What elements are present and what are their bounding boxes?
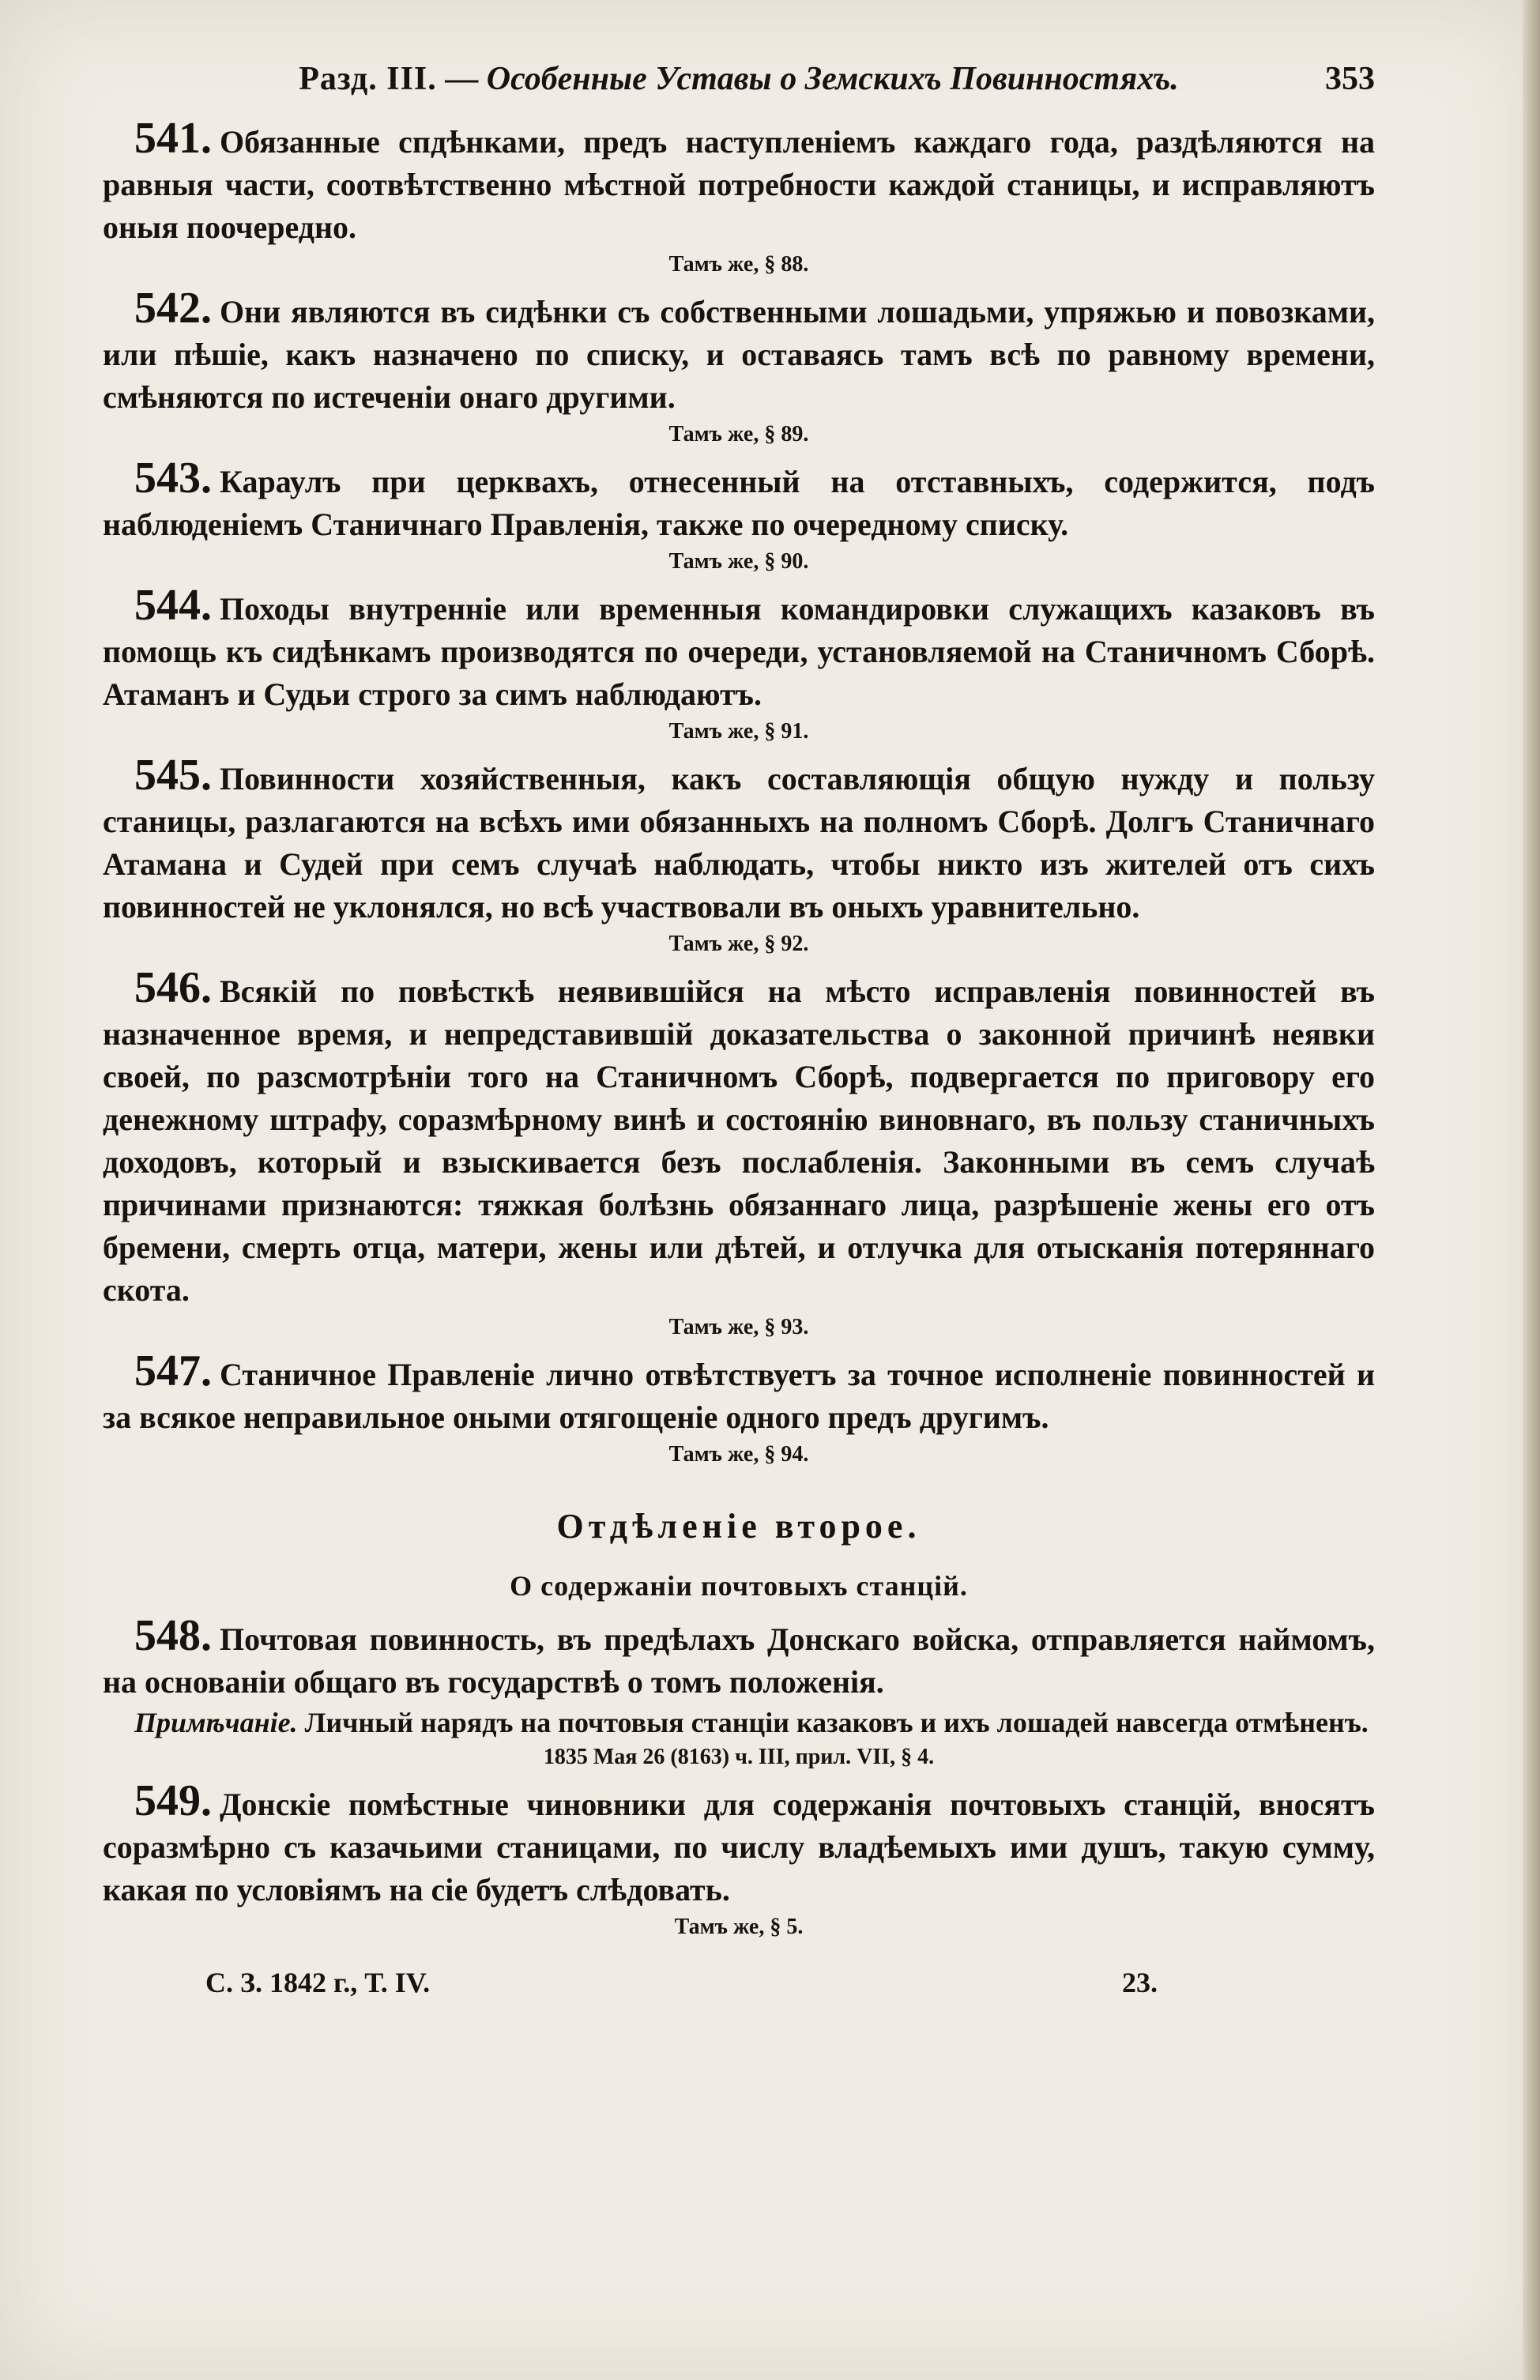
article-text — [103, 581, 1375, 716]
running-head — [103, 47, 1375, 111]
running-head-section: Разд. III. — [299, 61, 437, 97]
article-body: Почтовая повинность, въ предѣлахъ Донскаго войска, отправляется наймомъ, на основаніи общаго въ государствѣ о томъ положенія. — [103, 1621, 1375, 1700]
article-body: Станичное Правленіе лично отвѣтствуетъ за точное исполненіе повинностей и за всякое неправильное оными отягощеніе одного предъ другимъ. — [103, 1357, 1375, 1435]
article-541 — [103, 114, 1375, 281]
article-544 — [103, 581, 1375, 748]
article-body: Обязанные спдѣнками, предъ наступленіемъ каждаго года, раздѣляются на равныя части, соотвѣтственно мѣстной потребности каждой станицы, и исправляютъ оныя поочередно. — [103, 124, 1375, 245]
article-body: Повинности хозяйственныя, какъ составляющія общую нужду и пользу станицы, разлагаются на всѣхъ ими обязанныхъ на полномъ Сборѣ. Долгъ Станичнаго Атамана и Судей при семъ случаѣ наблюдать, чтобы никто изъ жителей отъ сихъ повинностей не уклонялся, но всѣ участвовали въ оныхъ уравнительно. — [103, 761, 1375, 925]
article-549 — [103, 1776, 1375, 1943]
article-number: 542. — [134, 284, 212, 333]
article-source: Тамъ же, § 89. — [668, 422, 809, 446]
article-source: Тамъ же, § 94. — [668, 1442, 809, 1467]
article-body: Они являются въ сидѣнки съ собственными лошадьми, упряжью и повозками, или пѣшіе, какъ назначено по списку, и оставаясь тамъ всѣ по равному времени, смѣняются по истеченіи онаго другими. — [103, 294, 1375, 415]
article-543 — [103, 454, 1375, 578]
article-source: 1835 Мая 26 (8163) ч. III, прил. VII, § 4. — [543, 1745, 935, 1769]
article-number: 543. — [134, 454, 212, 503]
page-footer — [103, 1959, 1375, 2006]
article-text — [103, 1346, 1375, 1439]
section-subheading: О содержаніи почтовыхъ станцій. — [510, 1570, 968, 1602]
article-number: 547. — [134, 1346, 212, 1395]
article-source: Тамъ же, § 91. — [668, 719, 809, 744]
note-text: Личный нарядъ на почтовыя станціи казаковъ и ихъ лошадей навсегда отмѣненъ. — [304, 1707, 1369, 1738]
article-number: 541. — [134, 114, 212, 163]
article-body: Всякій по повѣсткѣ неявившійся на мѣсто исправленія повинностей въ назначенное время, и непредставившій доказательства о законной причинѣ неявки своей, по разсмотрѣніи того на Станичномъ Сборѣ, подвергается по приговору его денежному штрафу, соразмѣрному винѣ и состоянію виновнаго, въ пользу станичныхъ доходовъ, который и взыскивается безъ послабленія. Законными въ семъ случаѣ причинами признаются: тяжкая болѣзнь обязаннаго лица, разрѣшеніе жены его отъ бремени, смерть отца, матери, жены или дѣтей, и отлучка для отысканія потеряннаго скота. — [103, 973, 1375, 1308]
article-body: Походы внутренніе или временныя командировки служащихъ казаковъ въ помощь къ сидѣнкамъ производятся по очереди, установляемой на Станичномъ Сборѣ. Атаманъ и Судьи строго за симъ наблюдаютъ. — [103, 591, 1375, 712]
article-source: Тамъ же, § 88. — [668, 252, 809, 277]
running-head-separator: — — [445, 61, 479, 97]
page-edge — [1523, 0, 1540, 2380]
article-body: Донскіе помѣстные чиновники для содержанія почтовыхъ станцій, вносятъ соразмѣрно съ казачьими станицами, по числу владѣемыхъ ими душъ, такую сумму, какая по условіямъ на сіе будетъ слѣдовать. — [103, 1787, 1375, 1907]
article-text — [103, 454, 1375, 546]
article-text — [103, 114, 1375, 249]
page-number: 353 — [1325, 61, 1375, 97]
article-number: 544. — [134, 581, 212, 630]
article-text — [103, 1776, 1375, 1911]
article-545 — [103, 751, 1375, 960]
article-547 — [103, 1346, 1375, 1471]
article-source: Тамъ же, § 5. — [674, 1915, 804, 1939]
article-text — [103, 284, 1375, 419]
running-head-title: Особенные Уставы о Земскихъ Повинностяхъ. — [486, 61, 1179, 97]
article-542 — [103, 284, 1375, 450]
article-note — [103, 1704, 1375, 1742]
article-source: Тамъ же, § 93. — [668, 1315, 809, 1339]
article-source: Тамъ же, § 92. — [668, 932, 809, 956]
footer-signature: С. З. 1842 г., Т. IV. — [205, 1967, 431, 1998]
section-heading: Отдѣленіе второе. — [556, 1507, 921, 1546]
footer-sheet-number: 23. — [1122, 1967, 1158, 1998]
article-text — [103, 751, 1375, 928]
note-label: Примѣчаніе. — [134, 1707, 298, 1738]
article-text — [103, 963, 1375, 1312]
article-number: 546. — [134, 963, 212, 1012]
page-content — [103, 47, 1375, 2006]
article-546 — [103, 963, 1375, 1343]
article-body: Караулъ при церквахъ, отнесенный на отставныхъ, содержится, подъ наблюденіемъ Станичнаго Правленія, также по очередному списку. — [103, 464, 1375, 542]
article-text — [103, 1611, 1375, 1704]
article-number: 545. — [134, 751, 212, 800]
article-source: Тамъ же, § 90. — [668, 549, 809, 574]
article-number: 549. — [134, 1776, 212, 1825]
article-548 — [103, 1611, 1375, 1773]
article-number: 548. — [134, 1611, 212, 1660]
